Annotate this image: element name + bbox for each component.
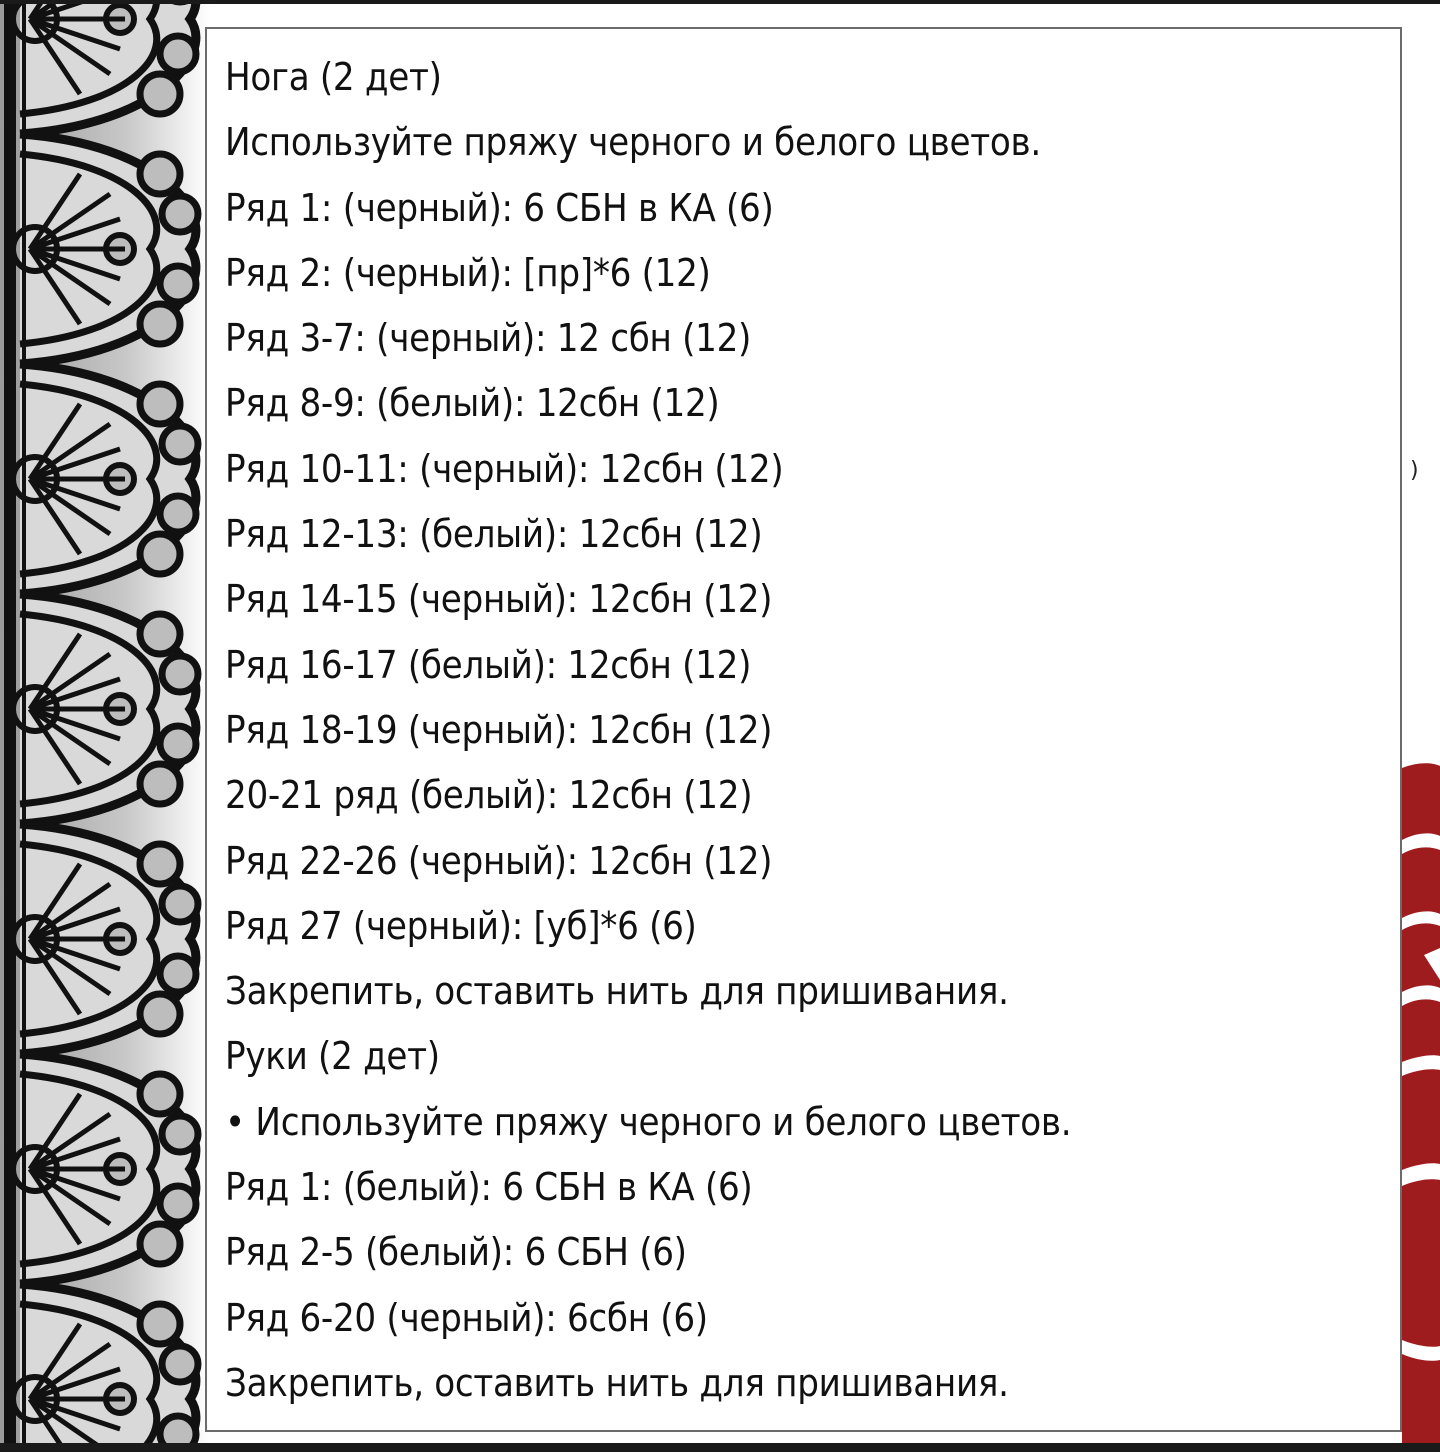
pattern-line: Ряд 16-17 (белый): 12сбн (12) (225, 642, 752, 687)
pattern-line: Закрепить, оставить нить для пришивания. (225, 1360, 1009, 1405)
top-dark-bar (0, 0, 1440, 4)
pattern-line: 20-21 ряд (белый): 12сбн (12) (225, 773, 753, 818)
pattern-line: • Используйте пряжу черного и белого цветов. (225, 1099, 1072, 1144)
pattern-line: Ряд 27 (черный): [уб]*6 (6) (225, 903, 697, 948)
bottom-dark-bar (0, 1443, 1440, 1452)
section-title-arms: Руки (2 дет) (225, 1034, 440, 1079)
pattern-line: Ряд 10-11: (черный): 12сбн (12) (225, 446, 784, 491)
pattern-line: Ряд 8-9: (белый): 12сбн (12) (225, 381, 720, 426)
pattern-line: Ряд 12-13: (белый): 12сбн (12) (225, 512, 763, 557)
pattern-line: Ряд 22-26 (черный): 12сбн (12) (225, 838, 773, 883)
section-title-leg: Нога (2 дет) (225, 55, 442, 99)
pattern-line: Ряд 3-7: (черный): 12 сбн (12) (225, 316, 752, 361)
stray-glyph: ) (1410, 458, 1419, 483)
red-striped-decoration (1402, 740, 1440, 1443)
pattern-line: Ряд 14-15 (черный): 12сбн (12) (225, 577, 773, 622)
pattern-line: Ряд 6-20 (черный): 6сбн (6) (225, 1295, 708, 1340)
pattern-line: Используйте пряжу черного и белого цветов. (225, 120, 1041, 165)
pattern-line: Ряд 2-5 (белый): 6 СБН (6) (225, 1230, 687, 1275)
pattern-line: Ряд 1: (черный): 6 СБН в КА (6) (225, 185, 774, 230)
pattern-line: Ряд 2: (черный): [пр]*6 (12) (225, 250, 711, 295)
pattern-line: Ряд 18-19 (черный): 12сбн (12) (225, 707, 773, 752)
pattern-line: Закрепить, оставить нить для пришивания. (225, 969, 1009, 1014)
pattern-text-card (205, 27, 1402, 1432)
pattern-line: Ряд 1: (белый): 6 СБН в КА (6) (225, 1165, 753, 1210)
lace-border-decoration (0, 4, 210, 1443)
